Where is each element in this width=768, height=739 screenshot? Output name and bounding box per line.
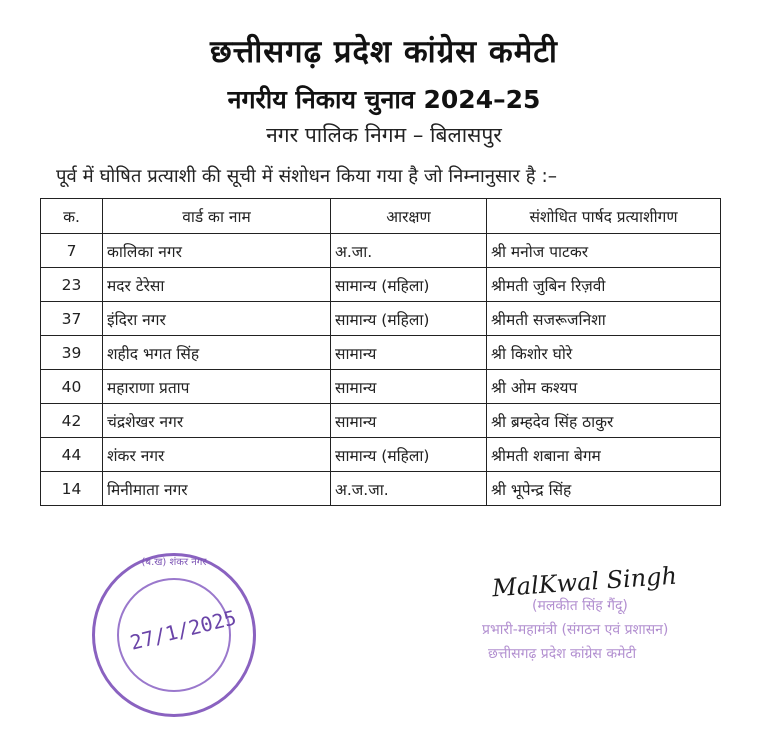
cell-serial: 23 (41, 268, 103, 302)
col-candidate-header: संशोधित पार्षद प्रत्याशीगण (487, 199, 721, 234)
cell-reservation: सामान्य (331, 404, 487, 438)
cell-candidate: श्रीमती शबाना बेगम (487, 438, 721, 472)
cell-candidate: श्री मनोज पाटकर (487, 234, 721, 268)
cell-reservation: सामान्य (331, 336, 487, 370)
cell-reservation: सामान्य (331, 370, 487, 404)
cell-ward-name: शहीद भगत सिंह (103, 336, 331, 370)
official-stamp (92, 553, 256, 717)
signatory-name: (मलकीत सिंह गैंदू) (532, 598, 628, 614)
stamp-date: 27/1/2025 (127, 605, 239, 655)
cell-reservation: सामान्य (महिला) (331, 302, 487, 336)
table-row (41, 472, 721, 506)
cell-reservation: सामान्य (महिला) (331, 268, 487, 302)
table-header-row (41, 199, 721, 234)
intro-text: पूर्व में घोषित प्रत्याशी की सूची में संशोधन किया गया है जो निम्नानुसार है :– (56, 166, 557, 187)
cell-candidate: श्रीमती सजरूजनिशा (487, 302, 721, 336)
table-row (41, 268, 721, 302)
cell-candidate: श्री भूपेन्द्र सिंह (487, 472, 721, 506)
cell-ward-name: महाराणा प्रताप (103, 370, 331, 404)
table-row (41, 336, 721, 370)
cell-ward-name: चंद्रशेखर नगर (103, 404, 331, 438)
signature: MalKwal Singh (491, 561, 678, 603)
col-serial-header: क. (41, 199, 103, 234)
cell-ward-name: इंदिरा नगर (103, 302, 331, 336)
cell-serial: 7 (41, 234, 103, 268)
col-reservation-header: आरक्षण (331, 199, 487, 234)
election-subtitle: नगरीय निकाय चुनाव 2024–25 (227, 85, 541, 114)
cell-ward-name: मदर टेरेसा (103, 268, 331, 302)
cell-serial: 42 (41, 404, 103, 438)
cell-reservation: अ.ज.जा. (331, 472, 487, 506)
cell-candidate: श्री ओम कश्यप (487, 370, 721, 404)
cell-serial: 44 (41, 438, 103, 472)
cell-candidate: श्रीमती जुबिन रिज़वी (487, 268, 721, 302)
signature-block (482, 561, 678, 662)
cell-reservation: अ.जा. (331, 234, 487, 268)
table-row (41, 370, 721, 404)
cell-candidate: श्री ब्रम्हदेव सिंह ठाकुर (487, 404, 721, 438)
cell-ward-name: कालिका नगर (103, 234, 331, 268)
cell-ward-name: शंकर नगर (103, 438, 331, 472)
page-title: छत्तीसगढ़ प्रदेश कांग्रेस कमेटी (210, 34, 558, 70)
signatory-organization: छत्तीसगढ़ प्रदेश कांग्रेस कमेटी (488, 646, 637, 662)
cell-reservation: सामान्य (महिला) (331, 438, 487, 472)
municipal-body: नगर पालिक निगम – बिलासपुर (266, 123, 502, 147)
cell-serial: 40 (41, 370, 103, 404)
col-ward-header: वार्ड का नाम (103, 199, 331, 234)
signatory-designation: प्रभारी-महामंत्री (संगठन एवं प्रशासन) (482, 622, 669, 638)
cell-serial: 14 (41, 472, 103, 506)
table-row (41, 404, 721, 438)
stamp-ring-text: (ब.ख) शंकर नगर (141, 557, 207, 568)
candidates-table (40, 198, 721, 506)
cell-serial: 37 (41, 302, 103, 336)
table-row (41, 234, 721, 268)
table-row (41, 438, 721, 472)
table-row (41, 302, 721, 336)
cell-candidate: श्री किशोर घोरे (487, 336, 721, 370)
cell-ward-name: मिनीमाता नगर (103, 472, 331, 506)
cell-serial: 39 (41, 336, 103, 370)
